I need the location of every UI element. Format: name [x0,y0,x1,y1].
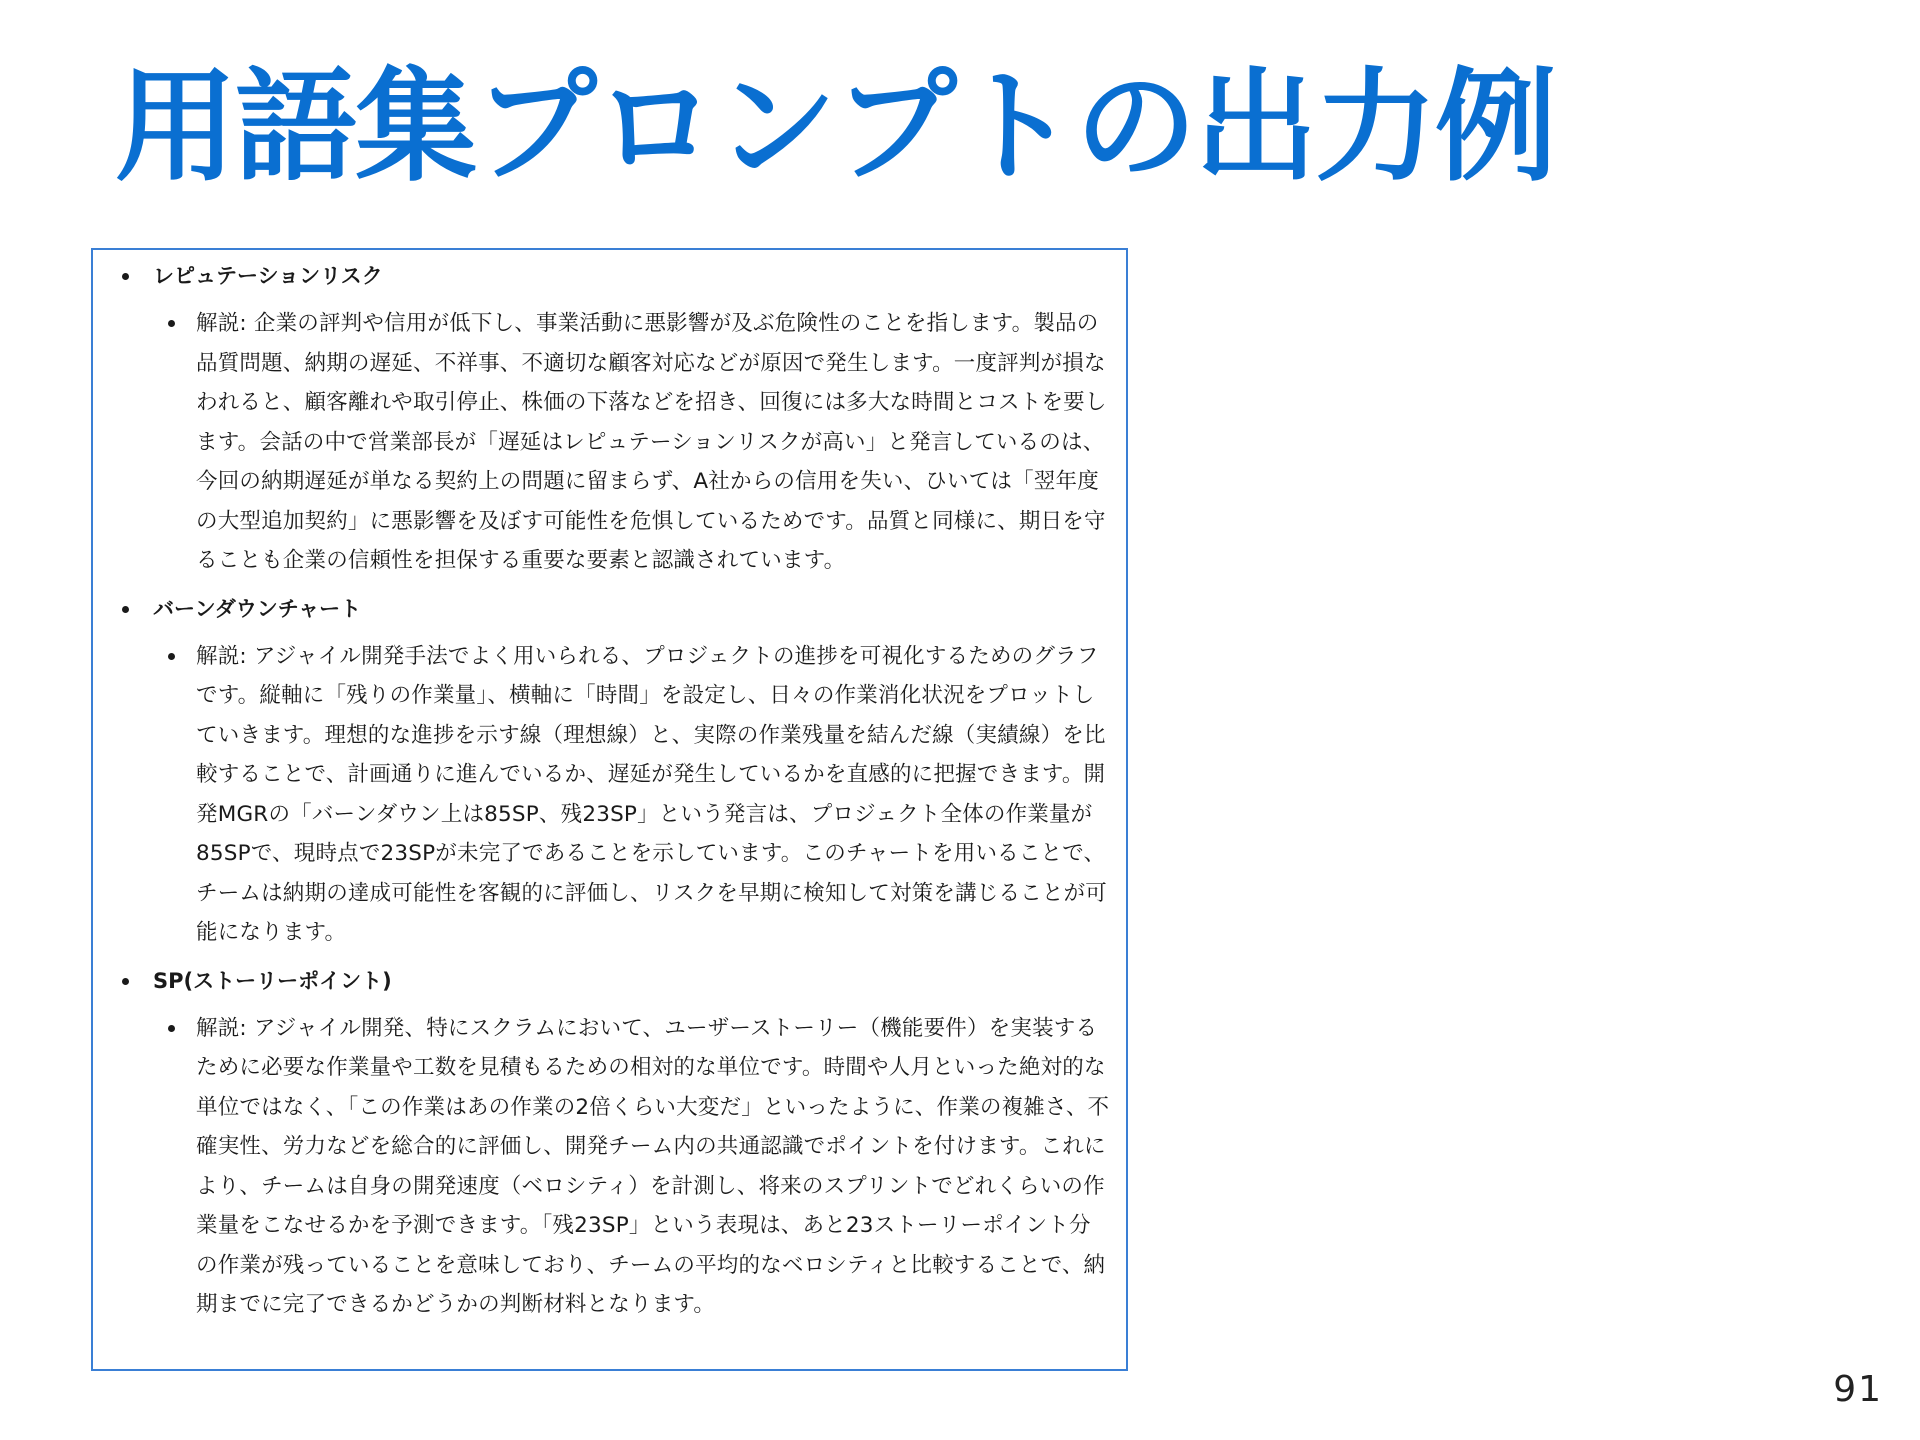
definition-item [153,304,1110,581]
definition-text: 解説: アジャイル開発手法でよく用いられる、プロジェクトの進捗を可視化するためのグラフです。縦軸に「残りの作業量」、横軸に「時間」を設定し、日々の作業消化状況をプロットしていきます。理想的な進捗を示す線（理想線）と、実際の作業残量を結んだ線（実績線）を比較することで、計画通りに進んでいるか、遅延が発生しているかを直感的に把握できます。開発MGRの「バーンダウン上は85SP、残23SP」という発言は、プロジェクト全体の作業量が85SPで、現時点で23SPが未完了であることを示しています。このチャートを用いることで、チームは納期の達成可能性を客観的に評価し、リスクを早期に検知して対策を講じることが可能になります。 [196,643,1107,945]
term-name: バーンダウンチャート [153,596,362,621]
definition-item [153,637,1110,953]
definition-list [153,1009,1110,1325]
term-name: SP(ストーリーポイント) [153,968,392,993]
page-number: 91 [1833,1369,1883,1410]
bullet-icon [168,653,175,660]
definition-list [153,304,1110,581]
bullet-icon [122,606,129,613]
glossary-item-story-point [93,963,1110,1325]
glossary-item-reputation-risk [93,258,1110,581]
glossary-box [91,248,1128,1371]
bullet-icon [168,1025,175,1032]
glossary-item-burndown-chart [93,591,1110,953]
bullet-icon [168,320,175,327]
slide-title: 用語集プロンプトの出力例 [115,56,1555,198]
glossary-list [93,258,1110,1325]
definition-text: 解説: 企業の評判や信用が低下し、事業活動に悪影響が及ぶ危険性のことを指します。製品の品質問題、納期の遅延、不祥事、不適切な顧客対応などが原因で発生します。一度評判が損なわれると、顧客離れや取引停止、株価の下落などを招き、回復には多大な時間とコストを要します。会話の中で営業部長が「遅延はレピュテーションリスクが高い」と発言しているのは、今回の納期遅延が単なる契約上の問題に留まらず、A社からの信用を失い、ひいては「翌年度の大型追加契約」に悪影響を及ぼす可能性を危惧しているためです。品質と同様に、期日を守ることも企業の信頼性を担保する重要な要素と認識されています。 [196,311,1107,573]
definition-item [153,1009,1110,1325]
term-name: レピュテーションリスク [153,264,383,288]
definition-text: 解説: アジャイル開発、特にスクラムにおいて、ユーザーストーリー（機能要件）を実装するために必要な作業量や工数を見積もるための相対的な単位です。時間や人月といった絶対的な単位ではなく、「この作業はあの作業の2倍くらい大変だ」といったように、作業の複雑さ、不確実性、労力などを総合的に評価し、開発チーム内の共通認識でポイントを付けます。これにより、チームは自身の開発速度（ベロシティ）を計測し、将来のスプリントでどれくらいの作業量をこなせるかを予測できます。「残23SP」という表現は、あと23ストーリーポイント分の作業が残っていることを意味しており、チームの平均的なベロシティと比較することで、納期までに完了できるかどうかの判断材料となります。 [196,1015,1110,1317]
bullet-icon [122,978,129,985]
definition-list [153,637,1110,953]
bullet-icon [122,273,129,280]
